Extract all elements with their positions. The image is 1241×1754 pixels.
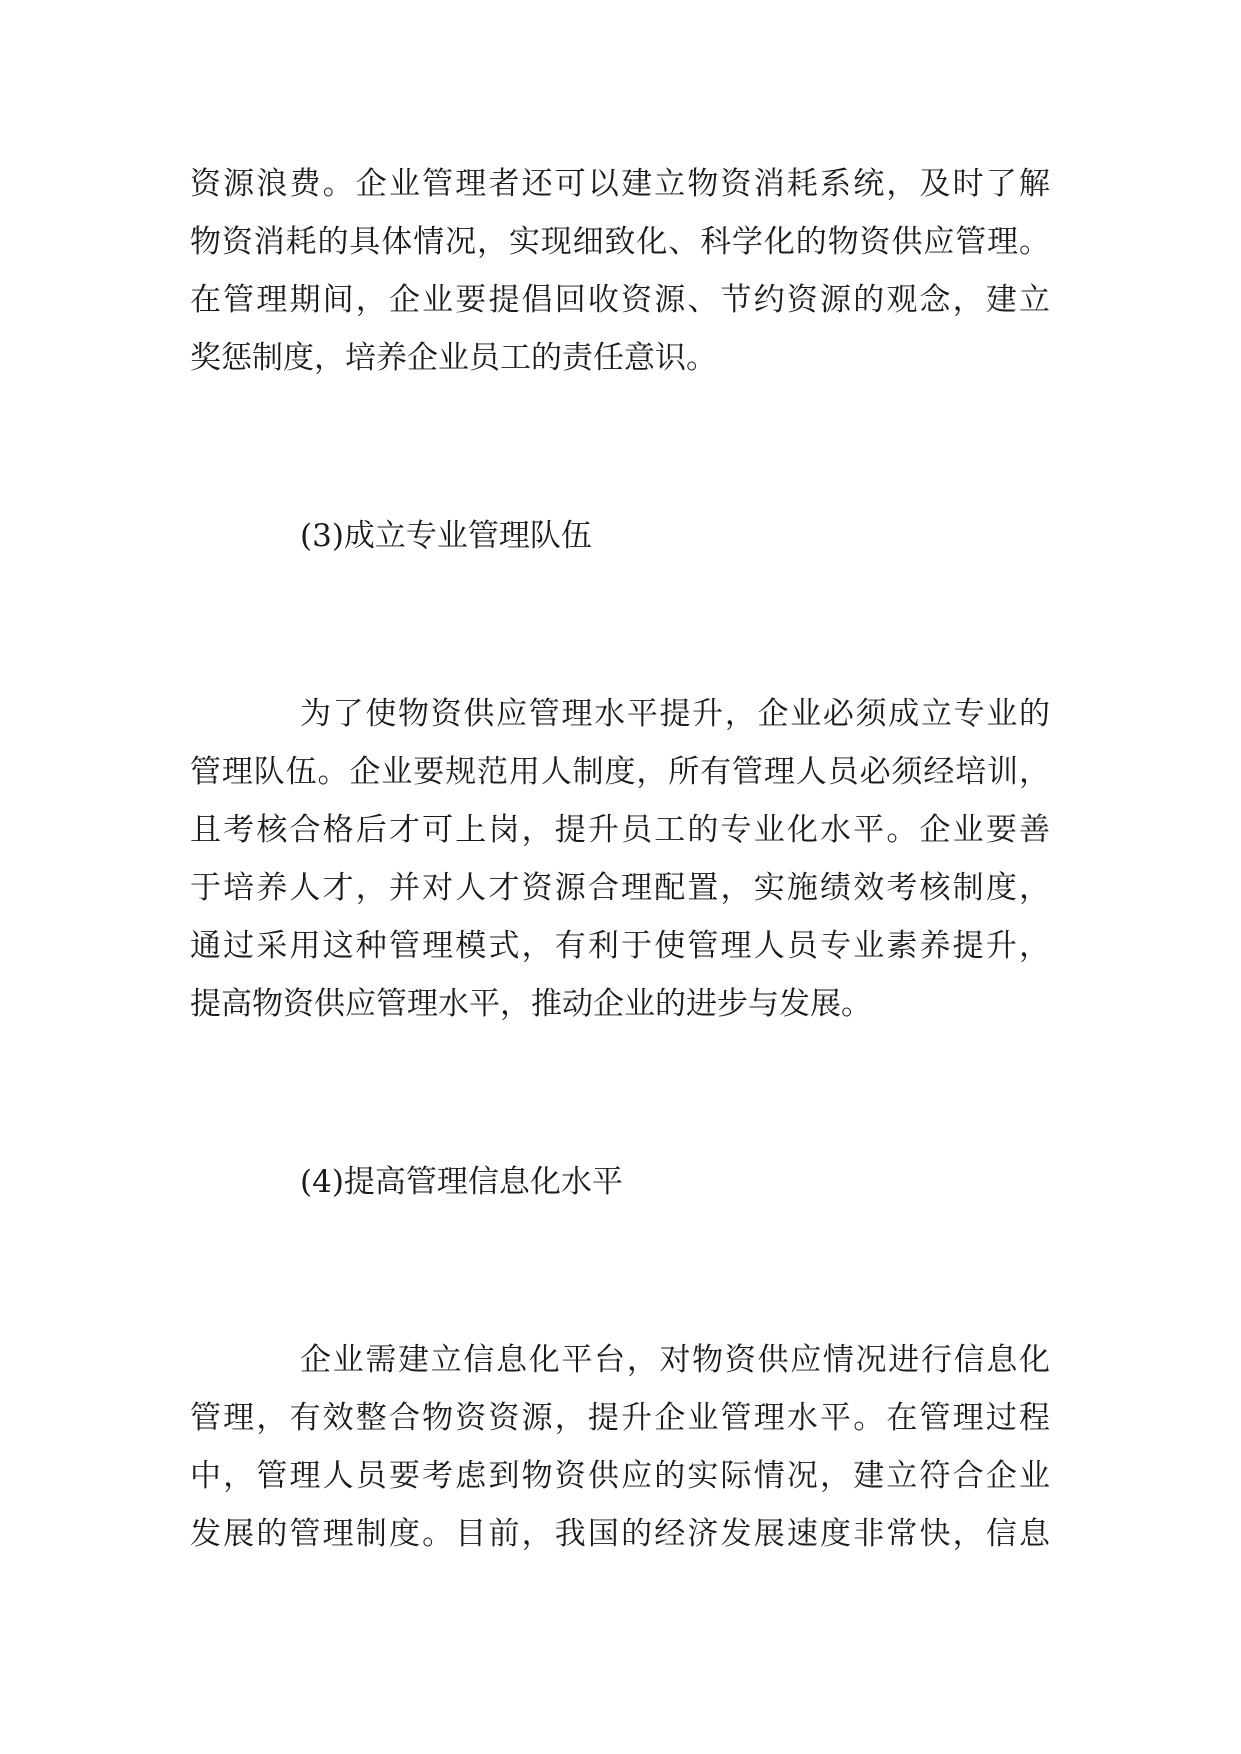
paragraph-2-line: 管理队伍。企业要规范用人制度，所有管理人员必须经培训， [190, 754, 1050, 790]
paragraph-2-line: 提高物资供应管理水平，推动企业的进步与发展。 [190, 986, 872, 1022]
paragraph-3-line: 企业需建立信息化平台，对物资供应情况进行信息化 [300, 1342, 1050, 1378]
paragraph-2-line: 于培养人才，并对人才资源合理配置，实施绩效考核制度， [190, 870, 1050, 906]
paragraph-2-line: 通过采用这种管理模式，有利于使管理人员专业素养提升， [190, 928, 1050, 964]
paragraph-2-line: 为了使物资供应管理水平提升，企业必须成立专业的 [300, 696, 1050, 732]
paragraph-1-line: 在管理期间，企业要提倡回收资源、节约资源的观念，建立 [190, 282, 1050, 318]
section-heading-3: (3)成立专业管理队伍 [300, 518, 592, 554]
paragraph-1-line: 奖惩制度，培养企业员工的责任意识。 [190, 340, 717, 376]
paragraph-1-line: 资源浪费。企业管理者还可以建立物资消耗系统，及时了解 [190, 166, 1050, 202]
paragraph-2-line: 且考核合格后才可上岗，提升员工的专业化水平。企业要善 [190, 812, 1050, 848]
paragraph-3-line: 中，管理人员要考虑到物资供应的实际情况，建立符合企业 [190, 1458, 1050, 1494]
paragraph-3-line: 管理，有效整合物资资源，提升企业管理水平。在管理过程 [190, 1400, 1050, 1436]
paragraph-3-line: 发展的管理制度。目前，我国的经济发展速度非常快，信息 [190, 1516, 1050, 1552]
paragraph-1-line: 物资消耗的具体情况，实现细致化、科学化的物资供应管理。 [190, 224, 1050, 260]
section-heading-4: (4)提高管理信息化水平 [300, 1164, 623, 1200]
